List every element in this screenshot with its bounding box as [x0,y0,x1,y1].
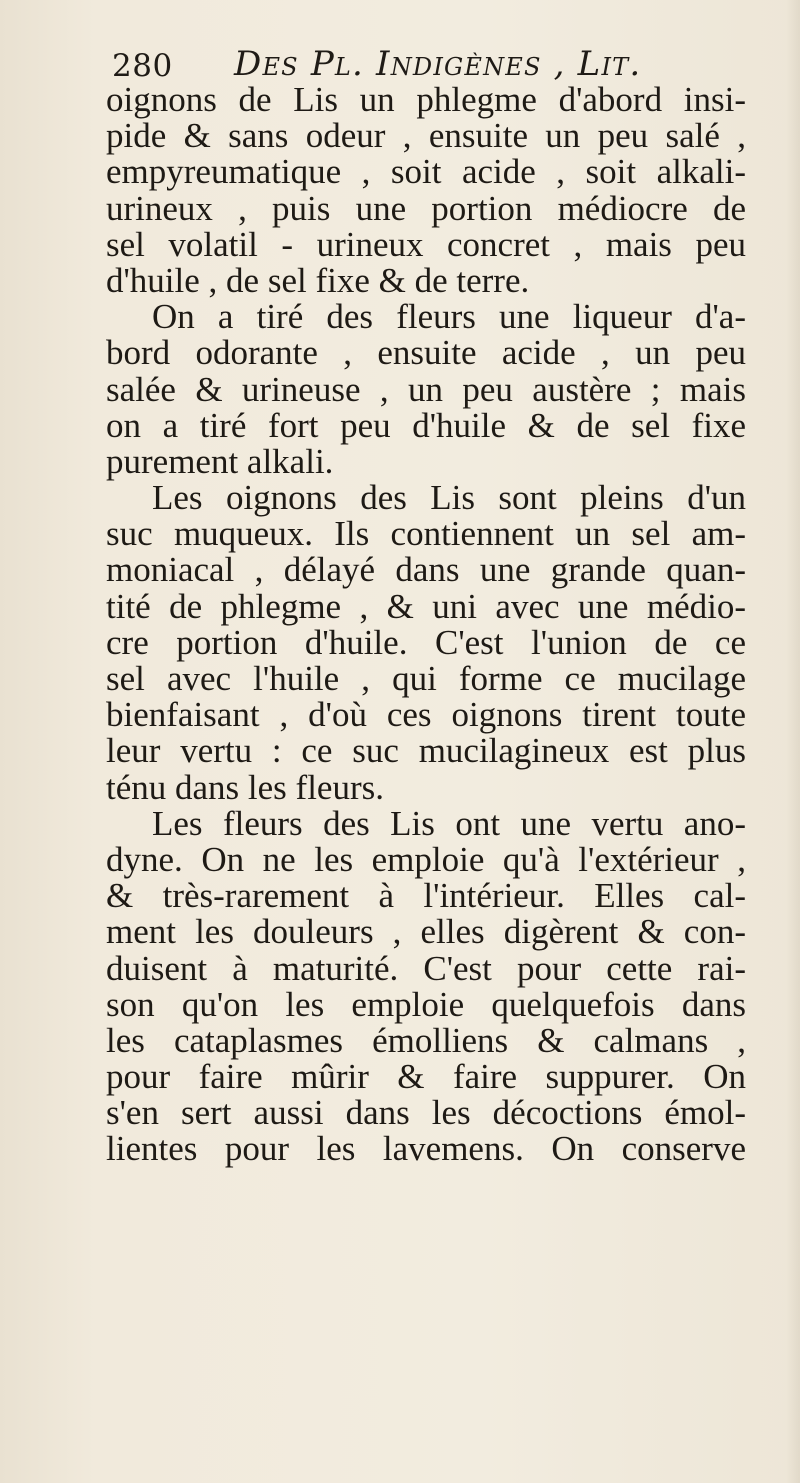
text-line: son qu'on les emploie quelquefois dans [106,984,746,1024]
text-line: bienfaisant , d'où ces oignons tirent toute [106,695,746,735]
text-line: les cataplasmes émolliens & calmans , [106,1020,746,1060]
text-line: Les fleurs des Lis ont une vertu ano- [152,803,746,843]
paragraph-1 [106,82,746,299]
text-line: bord odorante , ensuite acide , un peu [106,333,746,373]
text-line: lientes pour les lavemens. On conserve [106,1129,746,1169]
text-line: sel avec l'huile , qui forme ce mucilage [106,659,746,698]
page-number: 280 [112,48,173,84]
text-line: moniacal , délayé dans une grande quan- [106,550,746,590]
paragraph-3 [106,480,746,806]
text-line: leur vertu : ce suc mucilagineux est plus [106,731,746,771]
text-line: pour faire mûrir & faire suppurer. On [106,1057,746,1097]
running-title: Des Pl. Indigènes , Lit. [234,44,642,84]
text-line: urineux , puis une portion médiocre de [106,188,746,228]
text-line: dyne. On ne les emploie qu'à l'extérieur , [106,839,746,879]
text-line: on a tiré fort peu d'huile & de sel fixe [106,405,746,445]
text-line: duisent à maturité. C'est pour cette rai- [106,948,746,988]
text-line: empyreumatique , soit acide , soit alkali- [106,152,746,192]
text-line: tité de phlegme , & uni avec une médio- [106,586,746,626]
body-text [106,82,746,1168]
text-line: salée & urineuse , un peu austère ; mais [106,369,746,409]
text-line: purement alkali. [106,441,334,481]
text-line: Les oignons des Lis sont pleins d'un [152,478,746,518]
text-line: ténu dans les fleurs. [106,767,384,807]
text-line: s'en sert aussi dans les décoctions émol- [106,1093,746,1133]
text-line: sel volatil - urineux concret , mais peu [106,224,746,264]
text-line: On a tiré des fleurs une liqueur d'a- [152,297,746,337]
page-edge-shadow [786,0,800,1483]
paragraph-2 [106,299,746,480]
text-line: pide & sans odeur , ensuite un peu salé , [106,116,746,156]
text-line: cre portion d'huile. C'est l'union de ce [106,622,746,662]
text-line: ment les douleurs , elles digèrent & con- [106,912,746,952]
text-line: suc muqueux. Ils contiennent un sel am- [106,514,746,554]
text-line: & très-rarement à l'intérieur. Elles cal- [106,876,746,916]
text-line: d'huile , de sel fixe & de terre. [106,260,530,300]
text-line: oignons de Lis un phlegme d'abord insi- [106,80,746,119]
paragraph-4 [106,803,746,1169]
